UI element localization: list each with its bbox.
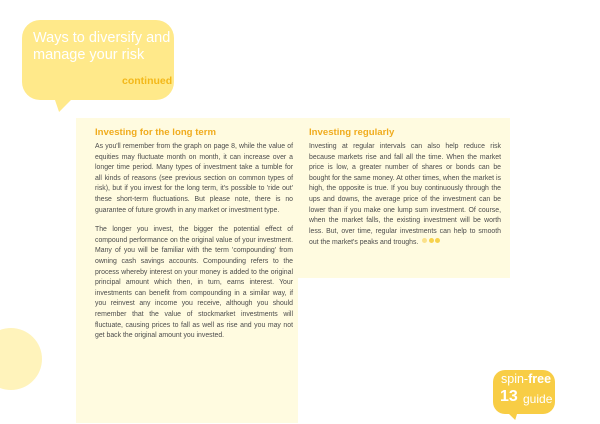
brand-suffix: guide: [523, 392, 553, 406]
paragraph-with-dots: [309, 142, 501, 249]
column-regularly: [309, 127, 501, 258]
paragraph: As you'll remember from the graph on page 8, while the value of equities may fluctuate month on month, it can increase over a longer time period. Many types of investment take a tumble for all kinds of reasons (see previous section on common types of risk), but if you invest for the long term, it's possible to 'ride out' these short-term fluctuations. But please note, there is no guarantee of future growth in any market or investment type.: [95, 143, 293, 214]
decorative-circle: [0, 328, 42, 390]
brand-name: spin-free: [501, 372, 552, 386]
section-subtitle: continued: [122, 75, 173, 87]
page-number: 13: [500, 388, 518, 405]
paragraph-text: Investing at regular intervals can also help reduce risk because markets rise and fall all the time. When the market price is low, a greater number of shares or bonds can be bought for the same money. At other times, when the market is high, the opposite is true. If you buy continuously through the ups and downs, the average price of the investment can be lower than if you make one lump sum investment. Of course, when the market falls, the existing investment will be worth less. But, over time, regular investments can help to smooth out the market's peaks and troughs.: [309, 143, 501, 247]
end-dots-icon: [422, 237, 442, 248]
heading-regularly: Investing regularly: [309, 127, 395, 138]
section-title: Ways to diversify and manage your risk: [33, 30, 171, 63]
bubble-tail: [47, 94, 77, 112]
paragraph: The longer you invest, the bigger the potential effect of compound performance on the original value of your investment. Many of you will be familiar with the term 'compounding' from owning cash savings accounts. Compounding refers to the process whereby interest on your money is added to the original principal amount which then, in turn, earns interest. Your investments can benefit from compounding in a similar way, if you reinvest any income you receive, although you should remember that the value of stockmarket investments will fluctuate, causing prices to fall as well as rise and you may not get back the original amount you invested.: [95, 226, 293, 340]
heading-long-term: Investing for the long term: [95, 127, 216, 138]
column-long-term: [95, 127, 293, 351]
